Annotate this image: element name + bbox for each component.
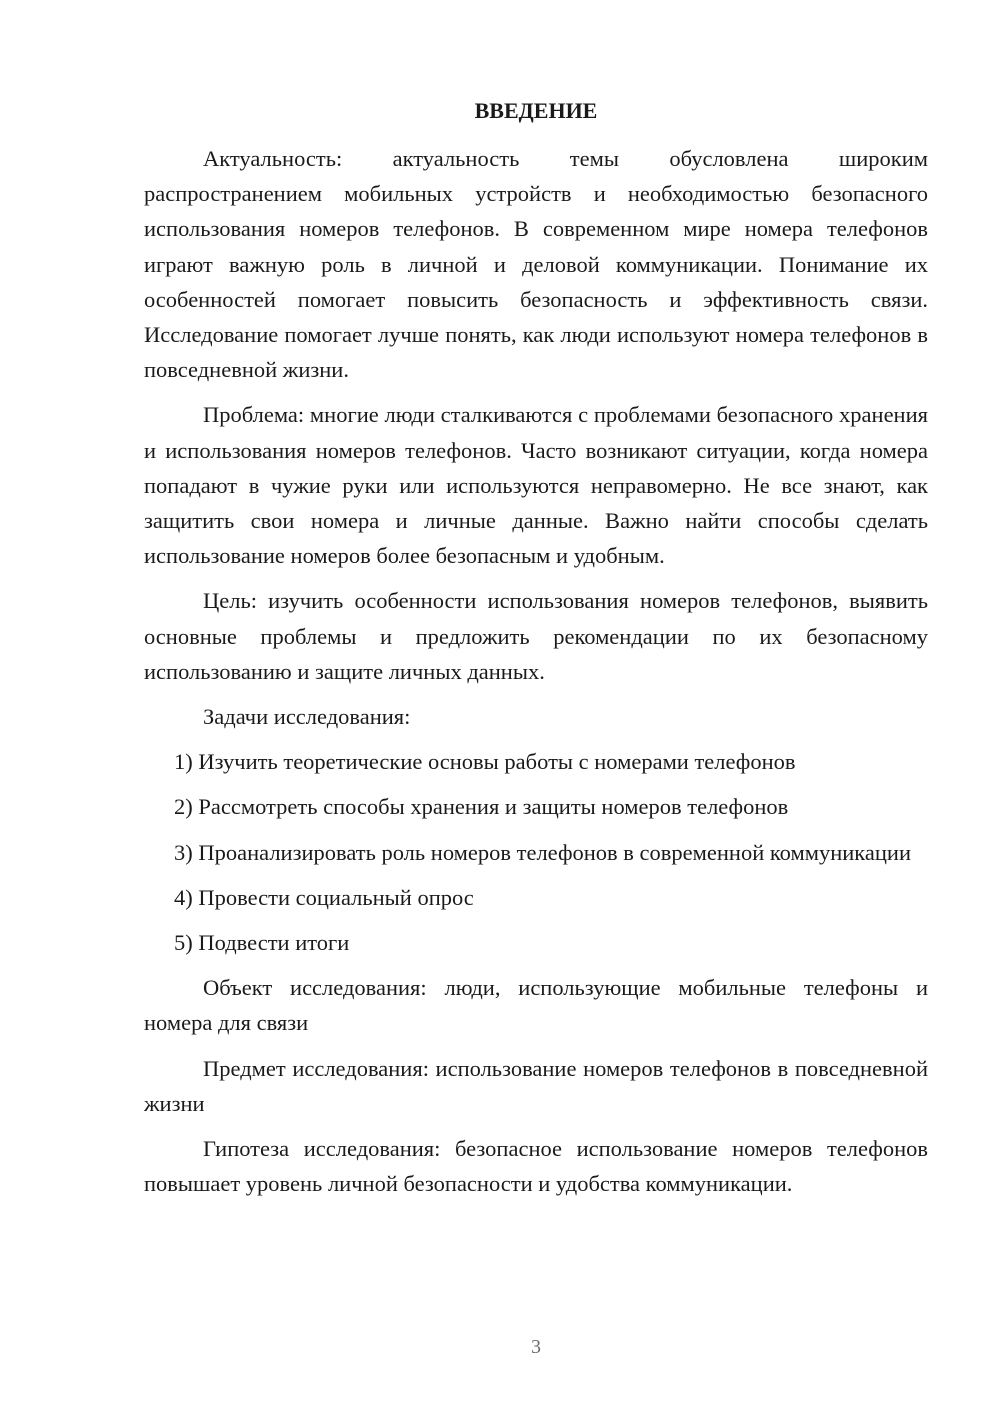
task-item-2: 2) Рассмотреть способы хранения и защиты номеров телефонов	[174, 794, 789, 820]
task-item-5: 5) Подвести итоги	[174, 930, 350, 956]
task-item-3: 3) Проанализировать роль номеров телефонов в современной коммуникации	[174, 839, 911, 865]
page-title: ВВЕДЕНИЕ	[474, 98, 598, 123]
task-item-4: 4) Провести социальный опрос	[174, 884, 474, 910]
relevance-paragraph: Актуальность: актуальность темы обусловлена широким распространением мобильных устройств и необходимостью безопасного использования номеров телефонов. В современном мире номера телефонов играют важную роль в личной и деловой коммуникации. Понимание их особенностей помогает повысить безопасность и эффективность связи. Исследование помогает лучше понять, как люди используют номера телефонов в повседневной жизни.	[144, 146, 928, 383]
task-item-1: 1) Изучить теоретические основы работы с номерами телефонов	[174, 749, 796, 775]
hypothesis-paragraph: Гипотеза исследования: безопасное использование номеров телефонов повышает уровень личной безопасности и удобства коммуникации.	[144, 1136, 928, 1197]
subject-paragraph: Предмет исследования: использование номеров телефонов в повседневной жизни	[144, 1055, 928, 1116]
goal-paragraph: Цель: изучить особенности использования номеров телефонов, выявить основные проблемы и предложить рекомендации по их безопасному использованию и защите личных данных.	[144, 588, 928, 684]
introduction-body	[144, 141, 928, 1211]
tasks-heading: Задачи исследования:	[203, 704, 411, 730]
problem-paragraph: Проблема: многие люди сталкиваются с проблемами безопасного хранения и использования номеров телефонов. Часто возникают ситуации, когда номера попадают в чужие руки или используются неправомерно. Не все знают, как защитить свои номера и личные данные. Важно найти способы сделать использование номеров более безопасным и удобным.	[144, 402, 928, 569]
page-number: 3	[531, 1336, 541, 1358]
object-paragraph: Объект исследования: люди, использующие мобильные телефоны и номера для связи	[144, 975, 928, 1036]
